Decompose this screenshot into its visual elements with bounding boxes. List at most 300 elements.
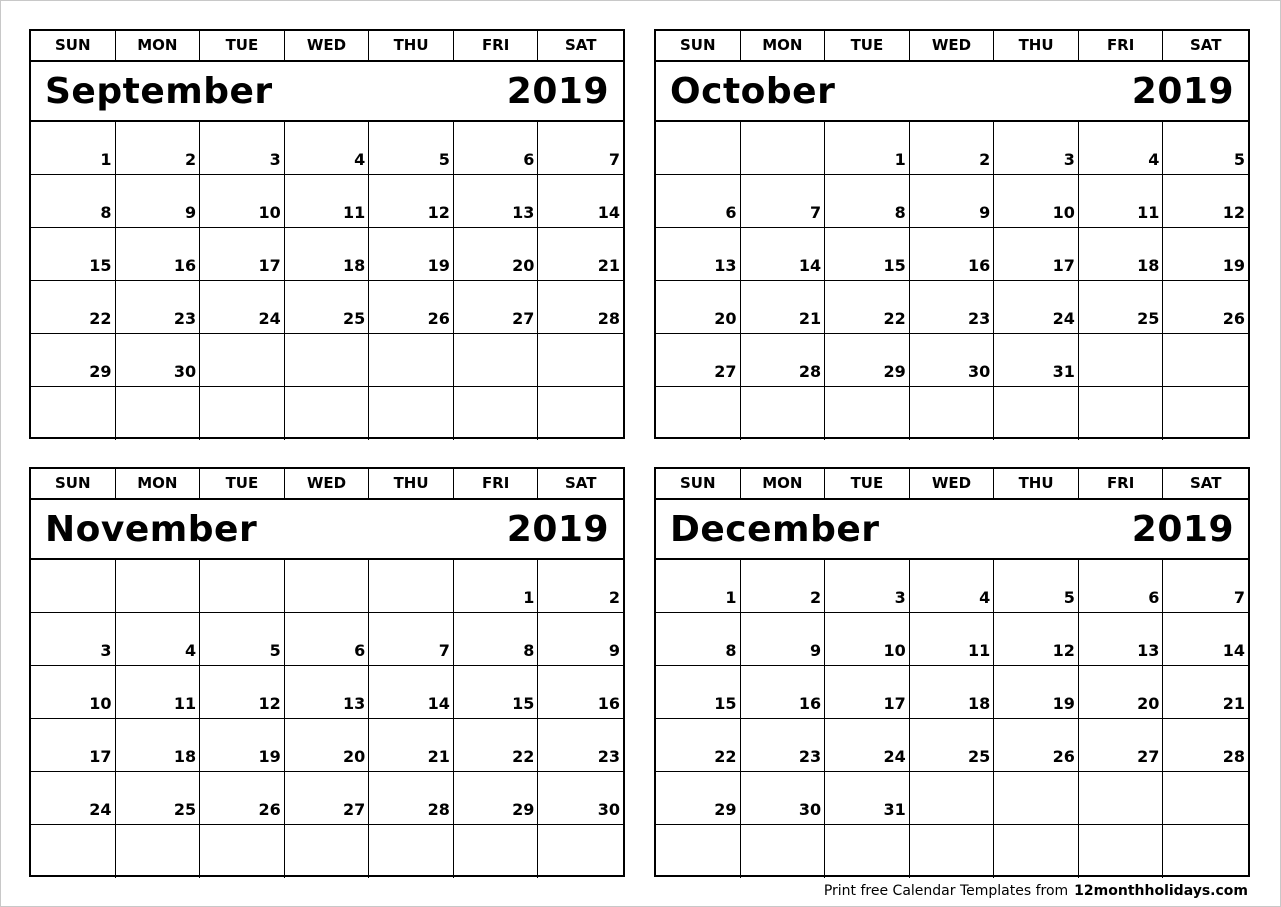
date-number: 23 <box>173 309 197 328</box>
month-name: October <box>670 70 836 112</box>
weekday-label: SUN <box>656 31 741 60</box>
date-number: 8 <box>100 203 112 222</box>
date-number: 4 <box>354 150 366 169</box>
date-number: 19 <box>1052 694 1075 713</box>
weekday-label: TUE <box>825 469 910 498</box>
date-cell <box>1079 334 1164 387</box>
date-cell <box>285 387 370 440</box>
date-number: 1 <box>725 588 737 607</box>
date-number: 1 <box>894 150 906 169</box>
date-cell <box>116 666 201 719</box>
date-number: 31 <box>1052 362 1075 381</box>
date-number: 20 <box>1137 694 1160 713</box>
date-cell <box>656 719 741 772</box>
date-cell <box>1079 772 1164 825</box>
date-cell <box>369 122 454 175</box>
date-cell <box>538 719 623 772</box>
date-cell <box>31 560 116 613</box>
date-number: 10 <box>1052 203 1075 222</box>
date-cell <box>910 387 995 440</box>
date-cell <box>910 122 995 175</box>
date-cell <box>994 281 1079 334</box>
weekday-label: SAT <box>1189 474 1222 492</box>
date-cell <box>1163 175 1248 228</box>
date-number: 24 <box>89 800 112 819</box>
weekday-header-row <box>656 31 1248 62</box>
date-cell <box>994 772 1079 825</box>
date-number: 25 <box>173 800 197 819</box>
date-cell <box>825 560 910 613</box>
date-cell <box>31 772 116 825</box>
date-number: 19 <box>1222 256 1245 275</box>
date-cell <box>1163 387 1248 440</box>
date-cell <box>825 228 910 281</box>
date-number: 21 <box>798 309 822 328</box>
date-number: 3 <box>894 588 906 607</box>
date-number: 21 <box>427 747 450 766</box>
date-cell <box>200 666 285 719</box>
date-number: 5 <box>1063 588 1075 607</box>
month-title-bar <box>656 62 1248 122</box>
date-number: 5 <box>438 150 450 169</box>
weekday-label: FRI <box>1079 469 1164 498</box>
weekday-label: SUN <box>31 469 116 498</box>
date-cell <box>1163 719 1248 772</box>
footer-credit <box>824 883 1248 899</box>
date-number: 13 <box>1137 641 1160 660</box>
date-number: 15 <box>89 256 112 275</box>
date-number: 22 <box>89 309 112 328</box>
date-number: 16 <box>968 256 991 275</box>
date-number: 26 <box>1052 747 1075 766</box>
date-cell <box>369 387 454 440</box>
date-cell <box>200 387 285 440</box>
date-cell <box>369 772 454 825</box>
weekday-label: SUN <box>31 31 116 60</box>
date-cell <box>1163 122 1248 175</box>
date-number: 18 <box>173 747 197 766</box>
date-cell <box>825 175 910 228</box>
weekday-label: TUE <box>825 31 910 60</box>
date-cell <box>656 666 741 719</box>
date-number: 1 <box>523 588 535 607</box>
date-number: 9 <box>810 641 822 660</box>
date-cell <box>1079 122 1164 175</box>
date-cell <box>1079 387 1164 440</box>
date-number: 29 <box>89 362 112 381</box>
date-number: 16 <box>798 694 822 713</box>
date-number: 2 <box>185 150 197 169</box>
weekday-header-row <box>656 469 1248 500</box>
date-cell <box>741 334 826 387</box>
date-cell <box>454 387 539 440</box>
date-cell <box>910 281 995 334</box>
date-number: 3 <box>1063 150 1075 169</box>
date-number: 6 <box>354 641 366 660</box>
date-number: 20 <box>512 256 535 275</box>
weekday-label: SAT <box>564 36 597 54</box>
month-title-bar <box>656 500 1248 560</box>
date-cell <box>741 281 826 334</box>
date-number: 2 <box>979 150 991 169</box>
date-cell <box>200 719 285 772</box>
weekday-label: WED <box>285 469 370 498</box>
date-number: 18 <box>343 256 366 275</box>
date-number: 13 <box>343 694 366 713</box>
date-cell <box>994 122 1079 175</box>
date-cell <box>454 228 539 281</box>
date-cell <box>656 334 741 387</box>
date-number: 29 <box>883 362 906 381</box>
weekday-label: MON <box>741 31 826 60</box>
date-cell <box>825 772 910 825</box>
date-cell <box>656 560 741 613</box>
date-grid <box>656 122 1248 440</box>
date-cell <box>285 122 370 175</box>
date-number: 26 <box>258 800 281 819</box>
date-cell <box>200 228 285 281</box>
date-cell <box>825 387 910 440</box>
date-number: 20 <box>343 747 366 766</box>
date-cell <box>994 613 1079 666</box>
date-number: 12 <box>427 203 450 222</box>
date-cell <box>741 666 826 719</box>
date-number: 7 <box>608 150 620 169</box>
date-cell <box>656 825 741 878</box>
date-cell <box>1163 613 1248 666</box>
weekday-label: SAT <box>564 474 597 492</box>
date-number: 25 <box>1137 309 1160 328</box>
date-cell <box>910 613 995 666</box>
date-number: 3 <box>269 150 281 169</box>
date-cell <box>1079 719 1164 772</box>
date-cell <box>454 560 539 613</box>
date-number: 18 <box>968 694 991 713</box>
date-cell <box>994 334 1079 387</box>
date-cell <box>285 228 370 281</box>
date-cell <box>910 334 995 387</box>
date-cell <box>994 175 1079 228</box>
date-cell <box>656 228 741 281</box>
month-name: November <box>45 508 258 550</box>
date-cell <box>285 666 370 719</box>
date-number: 15 <box>883 256 906 275</box>
date-cell <box>1163 825 1248 878</box>
date-cell <box>454 175 539 228</box>
date-cell <box>116 613 201 666</box>
date-cell <box>116 772 201 825</box>
date-number: 13 <box>714 256 737 275</box>
date-number: 9 <box>979 203 991 222</box>
weekday-header-row <box>31 469 623 500</box>
date-number: 19 <box>427 256 450 275</box>
date-cell <box>200 281 285 334</box>
month-name: September <box>45 70 273 112</box>
date-cell <box>1163 772 1248 825</box>
date-number: 28 <box>427 800 450 819</box>
date-cell <box>116 825 201 878</box>
date-cell <box>994 560 1079 613</box>
date-cell <box>538 228 623 281</box>
weekday-label: THU <box>369 31 454 60</box>
date-cell <box>1163 560 1248 613</box>
date-cell <box>825 281 910 334</box>
date-cell <box>1163 281 1248 334</box>
date-cell <box>31 719 116 772</box>
date-number: 17 <box>883 694 906 713</box>
date-cell <box>116 560 201 613</box>
date-cell <box>656 387 741 440</box>
date-number: 13 <box>512 203 535 222</box>
date-cell <box>1163 666 1248 719</box>
date-number: 21 <box>1222 694 1245 713</box>
date-cell <box>369 825 454 878</box>
date-cell <box>116 122 201 175</box>
date-number: 30 <box>597 800 620 819</box>
date-number: 5 <box>269 641 281 660</box>
date-cell <box>1079 613 1164 666</box>
date-number: 29 <box>512 800 535 819</box>
date-grid <box>31 560 623 878</box>
year-label: 2019 <box>1131 70 1234 112</box>
date-cell <box>285 175 370 228</box>
date-number: 27 <box>1137 747 1160 766</box>
date-cell <box>31 122 116 175</box>
date-number: 26 <box>427 309 450 328</box>
date-cell <box>994 228 1079 281</box>
date-cell <box>116 387 201 440</box>
date-cell <box>454 666 539 719</box>
date-number: 19 <box>258 747 281 766</box>
date-cell <box>1079 825 1164 878</box>
date-number: 2 <box>608 588 620 607</box>
date-number: 29 <box>714 800 737 819</box>
date-number: 7 <box>810 203 822 222</box>
date-cell <box>200 825 285 878</box>
date-number: 15 <box>714 694 737 713</box>
calendar-3 <box>654 467 1250 877</box>
date-number: 22 <box>512 747 535 766</box>
date-cell <box>994 387 1079 440</box>
date-number: 17 <box>1052 256 1075 275</box>
date-cell <box>741 719 826 772</box>
date-number: 23 <box>798 747 822 766</box>
date-cell <box>538 613 623 666</box>
date-number: 6 <box>523 150 535 169</box>
date-cell <box>369 613 454 666</box>
date-number: 28 <box>798 362 822 381</box>
date-cell <box>741 122 826 175</box>
weekday-label: FRI <box>1079 31 1164 60</box>
date-cell <box>369 334 454 387</box>
date-cell <box>285 719 370 772</box>
date-cell <box>31 175 116 228</box>
date-cell <box>200 122 285 175</box>
date-cell <box>31 334 116 387</box>
month-title-bar <box>31 500 623 560</box>
date-cell <box>538 825 623 878</box>
weekday-label: FRI <box>454 31 539 60</box>
weekday-header-row <box>31 31 623 62</box>
date-cell <box>1079 666 1164 719</box>
date-cell <box>910 560 995 613</box>
date-number: 2 <box>810 588 822 607</box>
date-number: 11 <box>968 641 991 660</box>
month-title-bar <box>31 62 623 122</box>
date-cell <box>454 613 539 666</box>
weekday-label: SAT <box>1189 36 1222 54</box>
date-number: 23 <box>968 309 991 328</box>
date-cell <box>116 334 201 387</box>
date-cell <box>910 666 995 719</box>
date-cell <box>285 613 370 666</box>
weekday-label: WED <box>910 31 995 60</box>
footer-site-link[interactable]: 12monthholidays.com <box>1074 883 1248 899</box>
date-number: 12 <box>258 694 281 713</box>
date-cell <box>741 560 826 613</box>
date-cell <box>741 228 826 281</box>
date-number: 16 <box>173 256 197 275</box>
date-cell <box>454 122 539 175</box>
date-cell <box>994 825 1079 878</box>
date-number: 8 <box>725 641 737 660</box>
date-cell <box>538 122 623 175</box>
date-number: 5 <box>1233 150 1245 169</box>
date-number: 16 <box>597 694 620 713</box>
date-number: 7 <box>438 641 450 660</box>
year-label: 2019 <box>1131 508 1234 550</box>
date-cell <box>31 228 116 281</box>
date-number: 9 <box>185 203 197 222</box>
date-number: 11 <box>1137 203 1160 222</box>
date-number: 24 <box>883 747 906 766</box>
date-number: 8 <box>523 641 535 660</box>
weekday-label: THU <box>994 31 1079 60</box>
date-cell <box>910 175 995 228</box>
date-cell <box>656 175 741 228</box>
date-number: 23 <box>597 747 620 766</box>
date-cell <box>116 719 201 772</box>
date-number: 17 <box>89 747 112 766</box>
date-number: 28 <box>1222 747 1245 766</box>
date-cell <box>825 613 910 666</box>
date-cell <box>31 387 116 440</box>
date-number: 12 <box>1052 641 1075 660</box>
date-cell <box>200 613 285 666</box>
date-cell <box>825 666 910 719</box>
date-number: 24 <box>1052 309 1075 328</box>
date-number: 26 <box>1222 309 1245 328</box>
weekday-label: THU <box>369 469 454 498</box>
date-cell <box>454 772 539 825</box>
date-number: 27 <box>512 309 535 328</box>
date-cell <box>825 719 910 772</box>
date-number: 30 <box>798 800 822 819</box>
weekday-label: SUN <box>656 469 741 498</box>
date-grid <box>656 560 1248 878</box>
date-number: 1 <box>100 150 112 169</box>
date-cell <box>741 387 826 440</box>
date-number: 30 <box>173 362 197 381</box>
date-number: 30 <box>968 362 991 381</box>
date-number: 7 <box>1233 588 1245 607</box>
date-cell <box>116 281 201 334</box>
date-cell <box>285 281 370 334</box>
date-number: 24 <box>258 309 281 328</box>
date-cell <box>910 772 995 825</box>
date-number: 25 <box>343 309 366 328</box>
date-number: 28 <box>597 309 620 328</box>
weekday-label: FRI <box>454 469 539 498</box>
date-cell <box>656 613 741 666</box>
date-number: 27 <box>714 362 737 381</box>
date-cell <box>369 560 454 613</box>
date-cell <box>656 281 741 334</box>
date-cell <box>741 825 826 878</box>
date-cell <box>454 334 539 387</box>
date-number: 8 <box>894 203 906 222</box>
date-cell <box>285 772 370 825</box>
date-cell <box>538 560 623 613</box>
date-cell <box>200 560 285 613</box>
date-cell <box>369 281 454 334</box>
date-number: 9 <box>608 641 620 660</box>
footer-text: Print free Calendar Templates from <box>823 883 1069 899</box>
date-cell <box>369 175 454 228</box>
date-cell <box>538 334 623 387</box>
date-cell <box>656 772 741 825</box>
date-cell <box>910 228 995 281</box>
date-cell <box>200 334 285 387</box>
date-number: 10 <box>883 641 906 660</box>
year-label: 2019 <box>506 70 609 112</box>
date-cell <box>538 772 623 825</box>
date-grid <box>31 122 623 440</box>
date-cell <box>285 560 370 613</box>
date-number: 20 <box>714 309 737 328</box>
date-cell <box>1079 281 1164 334</box>
date-cell <box>369 719 454 772</box>
date-cell <box>538 387 623 440</box>
date-cell <box>31 825 116 878</box>
date-number: 11 <box>173 694 197 713</box>
date-cell <box>741 175 826 228</box>
date-number: 3 <box>100 641 112 660</box>
month-name: December <box>670 508 880 550</box>
date-number: 4 <box>1148 150 1160 169</box>
calendar-0 <box>29 29 625 439</box>
date-number: 10 <box>89 694 112 713</box>
date-number: 27 <box>343 800 366 819</box>
date-number: 4 <box>185 641 197 660</box>
date-cell <box>1079 560 1164 613</box>
date-number: 11 <box>343 203 366 222</box>
weekday-label: TUE <box>200 31 285 60</box>
date-cell <box>1163 334 1248 387</box>
date-cell <box>538 666 623 719</box>
date-cell <box>285 825 370 878</box>
date-number: 12 <box>1222 203 1245 222</box>
date-number: 14 <box>1222 641 1245 660</box>
date-number: 10 <box>258 203 281 222</box>
date-cell <box>538 175 623 228</box>
weekday-label: MON <box>116 469 201 498</box>
weekday-label: MON <box>741 469 826 498</box>
date-number: 15 <box>512 694 535 713</box>
date-cell <box>1079 175 1164 228</box>
date-cell <box>454 281 539 334</box>
date-cell <box>31 666 116 719</box>
